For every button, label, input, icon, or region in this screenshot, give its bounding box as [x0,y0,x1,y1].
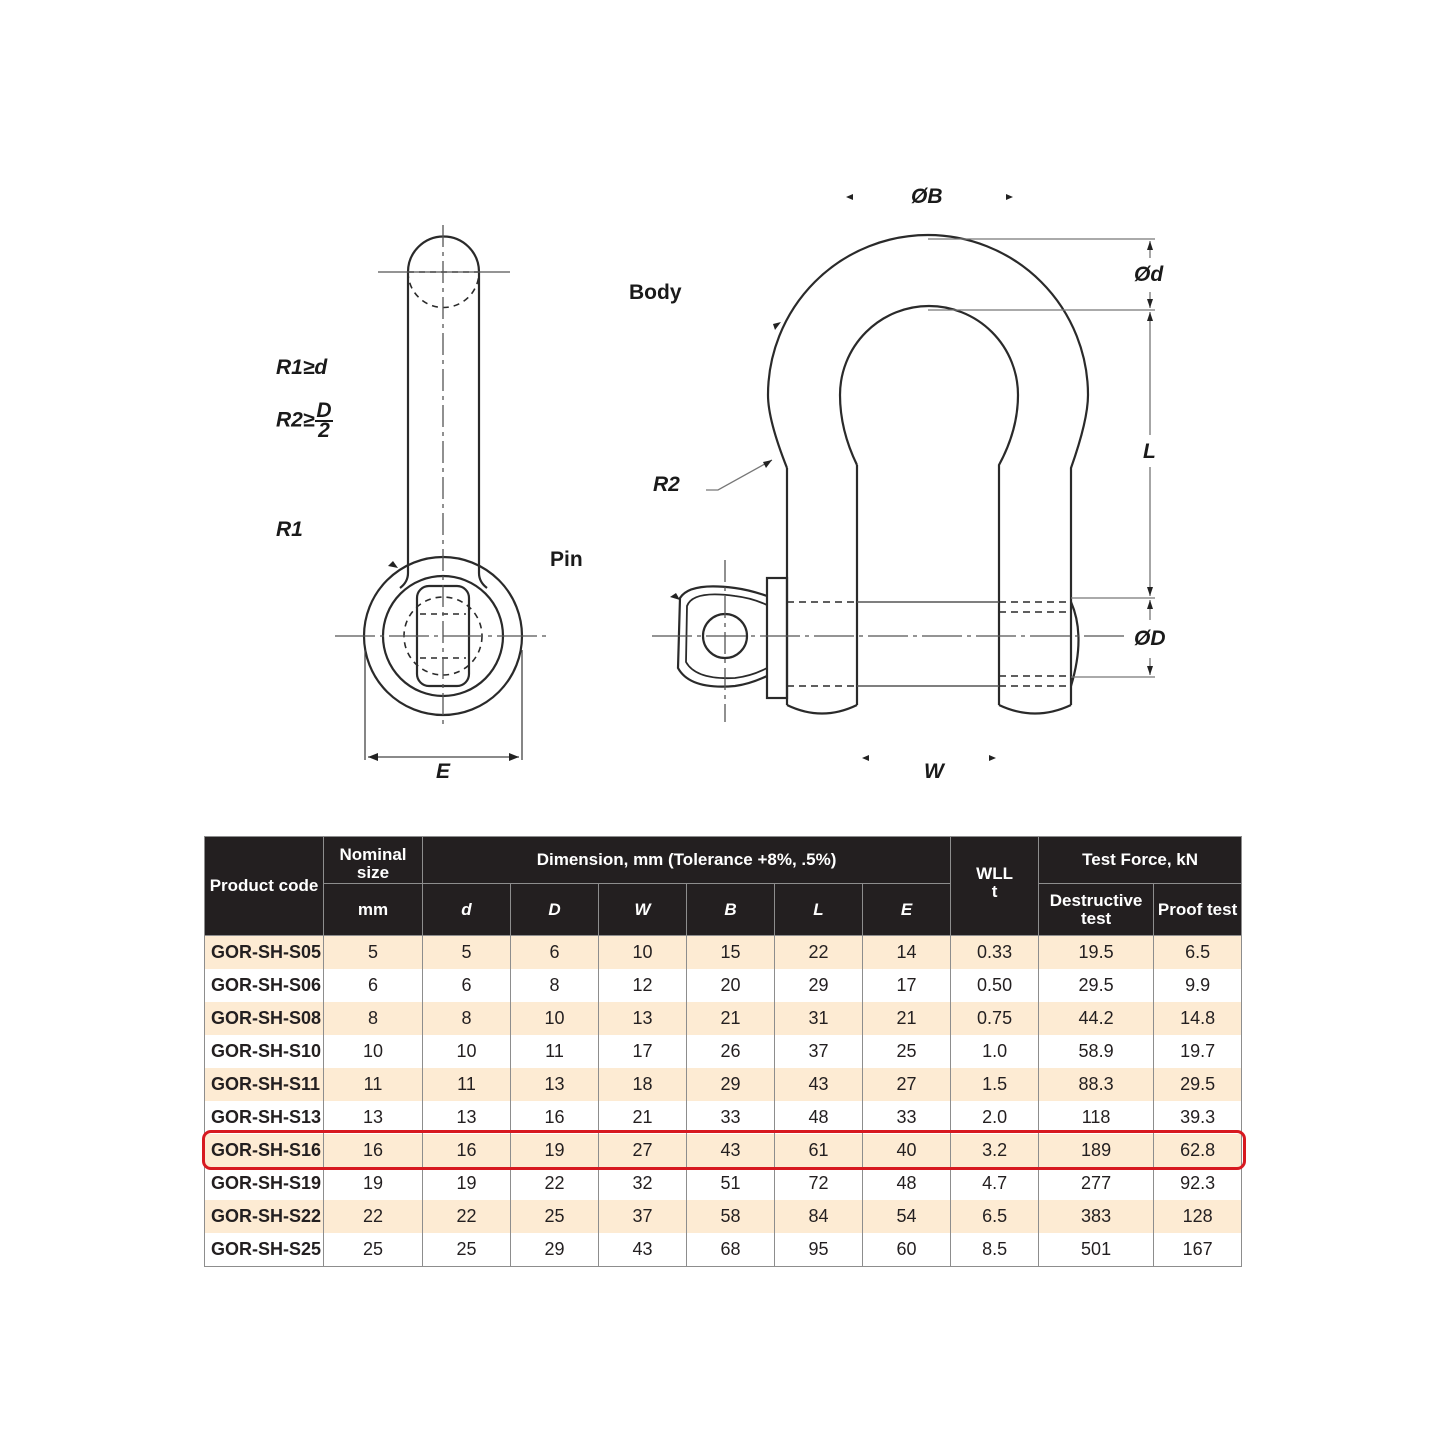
cell-d: 22 [423,1200,511,1233]
table-row [205,1101,1242,1134]
cell-proof: 128 [1154,1200,1242,1233]
cell-L: 84 [775,1200,863,1233]
cell-d: 13 [423,1101,511,1134]
cell-size: 11 [324,1068,423,1101]
cell-L: 29 [775,969,863,1002]
cell-E: 21 [863,1002,951,1035]
cell-B: 26 [687,1035,775,1068]
shackle-body-view [678,235,1088,714]
cell-code: GOR-SH-S25 [205,1233,324,1267]
cell-E: 27 [863,1068,951,1101]
table-row [205,1167,1242,1200]
cell-L: 72 [775,1167,863,1200]
shackle-spec-table [204,836,1242,1267]
cell-code: GOR-SH-S06 [205,969,324,1002]
cell-L: 37 [775,1035,863,1068]
formula-r1: R1≥d [276,356,328,379]
header-nominal-unit: mm [324,884,423,936]
cell-L: 43 [775,1068,863,1101]
cell-code: GOR-SH-S05 [205,936,324,970]
table-row [205,1068,1242,1101]
cell-d: 25 [423,1233,511,1267]
label-w: W [924,760,944,783]
cell-proof: 29.5 [1154,1068,1242,1101]
cell-wll: 1.5 [951,1068,1039,1101]
label-l: L [1143,440,1156,463]
cell-code: GOR-SH-S22 [205,1200,324,1233]
cell-destructive: 277 [1039,1167,1154,1200]
cell-wll: 0.50 [951,969,1039,1002]
cell-wll: 1.0 [951,1035,1039,1068]
header-dim-B: B [687,884,775,936]
table-row [205,936,1242,970]
cell-E: 33 [863,1101,951,1134]
cell-d: 11 [423,1068,511,1101]
cell-D: 16 [511,1101,599,1134]
cell-proof: 6.5 [1154,936,1242,970]
cell-D: 13 [511,1068,599,1101]
table-row [205,1233,1242,1267]
cell-W: 17 [599,1035,687,1068]
cell-d: 10 [423,1035,511,1068]
cell-W: 32 [599,1167,687,1200]
pin-title: Pin [550,548,583,571]
cell-wll: 2.0 [951,1101,1039,1134]
cell-proof: 167 [1154,1233,1242,1267]
cell-W: 27 [599,1134,687,1167]
label-d-small: Ød [1134,263,1164,286]
header-dim-D: D [511,884,599,936]
cell-size: 25 [324,1233,423,1267]
cell-proof: 9.9 [1154,969,1242,1002]
label-d-large: ØD [1134,627,1166,650]
cell-wll: 0.33 [951,936,1039,970]
cell-d: 16 [423,1134,511,1167]
cell-size: 6 [324,969,423,1002]
cell-d: 6 [423,969,511,1002]
cell-L: 22 [775,936,863,970]
header-destructive-test: Destructive test [1039,884,1154,936]
cell-D: 8 [511,969,599,1002]
label-b: ØB [911,185,943,208]
cell-size: 10 [324,1035,423,1068]
wll-unit: t [991,882,998,901]
cell-size: 16 [324,1134,423,1167]
table-body [205,936,1242,1267]
cell-proof: 39.3 [1154,1101,1242,1134]
cell-d: 19 [423,1167,511,1200]
header-dim-d: d [423,884,511,936]
cell-D: 11 [511,1035,599,1068]
body-center-lines [652,560,1125,722]
table-header [205,837,1242,936]
cell-D: 6 [511,936,599,970]
header-test-force-group: Test Force, kN [1039,837,1242,884]
cell-E: 60 [863,1233,951,1267]
cell-L: 31 [775,1002,863,1035]
cell-destructive: 19.5 [1039,936,1154,970]
cell-proof: 92.3 [1154,1167,1242,1200]
header-wll [951,837,1039,936]
cell-W: 12 [599,969,687,1002]
cell-size: 13 [324,1101,423,1134]
body-title: Body [629,281,682,304]
cell-destructive: 44.2 [1039,1002,1154,1035]
cell-wll: 8.5 [951,1233,1039,1267]
cell-destructive: 118 [1039,1101,1154,1134]
cell-proof: 19.7 [1154,1035,1242,1068]
cell-D: 19 [511,1134,599,1167]
cell-wll: 6.5 [951,1200,1039,1233]
cell-E: 17 [863,969,951,1002]
cell-E: 48 [863,1167,951,1200]
cell-B: 68 [687,1233,775,1267]
body-dimension-lines [706,239,1155,677]
cell-size: 8 [324,1002,423,1035]
cell-E: 40 [863,1134,951,1167]
cell-W: 21 [599,1101,687,1134]
cell-size: 5 [324,936,423,970]
cell-D: 22 [511,1167,599,1200]
table-row [205,1002,1242,1035]
cell-code: GOR-SH-S11 [205,1068,324,1101]
cell-code: GOR-SH-S08 [205,1002,324,1035]
cell-B: 51 [687,1167,775,1200]
cell-destructive: 88.3 [1039,1068,1154,1101]
body-hidden-lines [787,602,1071,686]
cell-L: 48 [775,1101,863,1134]
label-e: E [436,760,451,783]
cell-proof: 62.8 [1154,1134,1242,1167]
table-row [205,969,1242,1002]
cell-destructive: 501 [1039,1233,1154,1267]
cell-B: 58 [687,1200,775,1233]
formula-r2: R2≥ $\frac{D}{2}$ [276,399,332,442]
cell-B: 21 [687,1002,775,1035]
cell-E: 14 [863,936,951,970]
cell-W: 13 [599,1002,687,1035]
header-dim-W: W [599,884,687,936]
cell-B: 20 [687,969,775,1002]
cell-destructive: 383 [1039,1200,1154,1233]
cell-B: 43 [687,1134,775,1167]
cell-D: 25 [511,1200,599,1233]
cell-destructive: 189 [1039,1134,1154,1167]
table-row [205,1035,1242,1068]
cell-L: 61 [775,1134,863,1167]
cell-destructive: 29.5 [1039,969,1154,1002]
cell-W: 43 [599,1233,687,1267]
cell-B: 29 [687,1068,775,1101]
cell-D: 29 [511,1233,599,1267]
cell-destructive: 58.9 [1039,1035,1154,1068]
cell-d: 5 [423,936,511,970]
cell-code: GOR-SH-S13 [205,1101,324,1134]
cell-code: GOR-SH-S19 [205,1167,324,1200]
header-nominal-size: Nominal size [324,837,423,884]
cell-B: 33 [687,1101,775,1134]
cell-proof: 14.8 [1154,1002,1242,1035]
header-product-code: Product code [205,837,324,936]
cell-E: 25 [863,1035,951,1068]
header-dim-L: L [775,884,863,936]
cell-size: 19 [324,1167,423,1200]
header-dim-E: E [863,884,951,936]
wll-label: WLL [976,864,1013,883]
cell-D: 10 [511,1002,599,1035]
header-dimension-group: Dimension, mm (Tolerance +8%, .5%) [423,837,951,884]
cell-wll: 4.7 [951,1167,1039,1200]
label-r2: R2 [653,473,680,496]
cell-d: 8 [423,1002,511,1035]
table-row [205,1200,1242,1233]
cell-W: 37 [599,1200,687,1233]
table-row-highlighted [205,1134,1242,1167]
cell-wll: 3.2 [951,1134,1039,1167]
cell-code: GOR-SH-S10 [205,1035,324,1068]
header-proof-test: Proof test [1154,884,1242,936]
label-r1: R1 [276,518,303,541]
cell-wll: 0.75 [951,1002,1039,1035]
cell-E: 54 [863,1200,951,1233]
cell-W: 18 [599,1068,687,1101]
cell-W: 10 [599,936,687,970]
body-solid-pin-lines [857,602,999,686]
cell-L: 95 [775,1233,863,1267]
cell-code: GOR-SH-S16 [205,1134,324,1167]
cell-B: 15 [687,936,775,970]
cell-size: 22 [324,1200,423,1233]
pin-center-lines [335,225,550,728]
